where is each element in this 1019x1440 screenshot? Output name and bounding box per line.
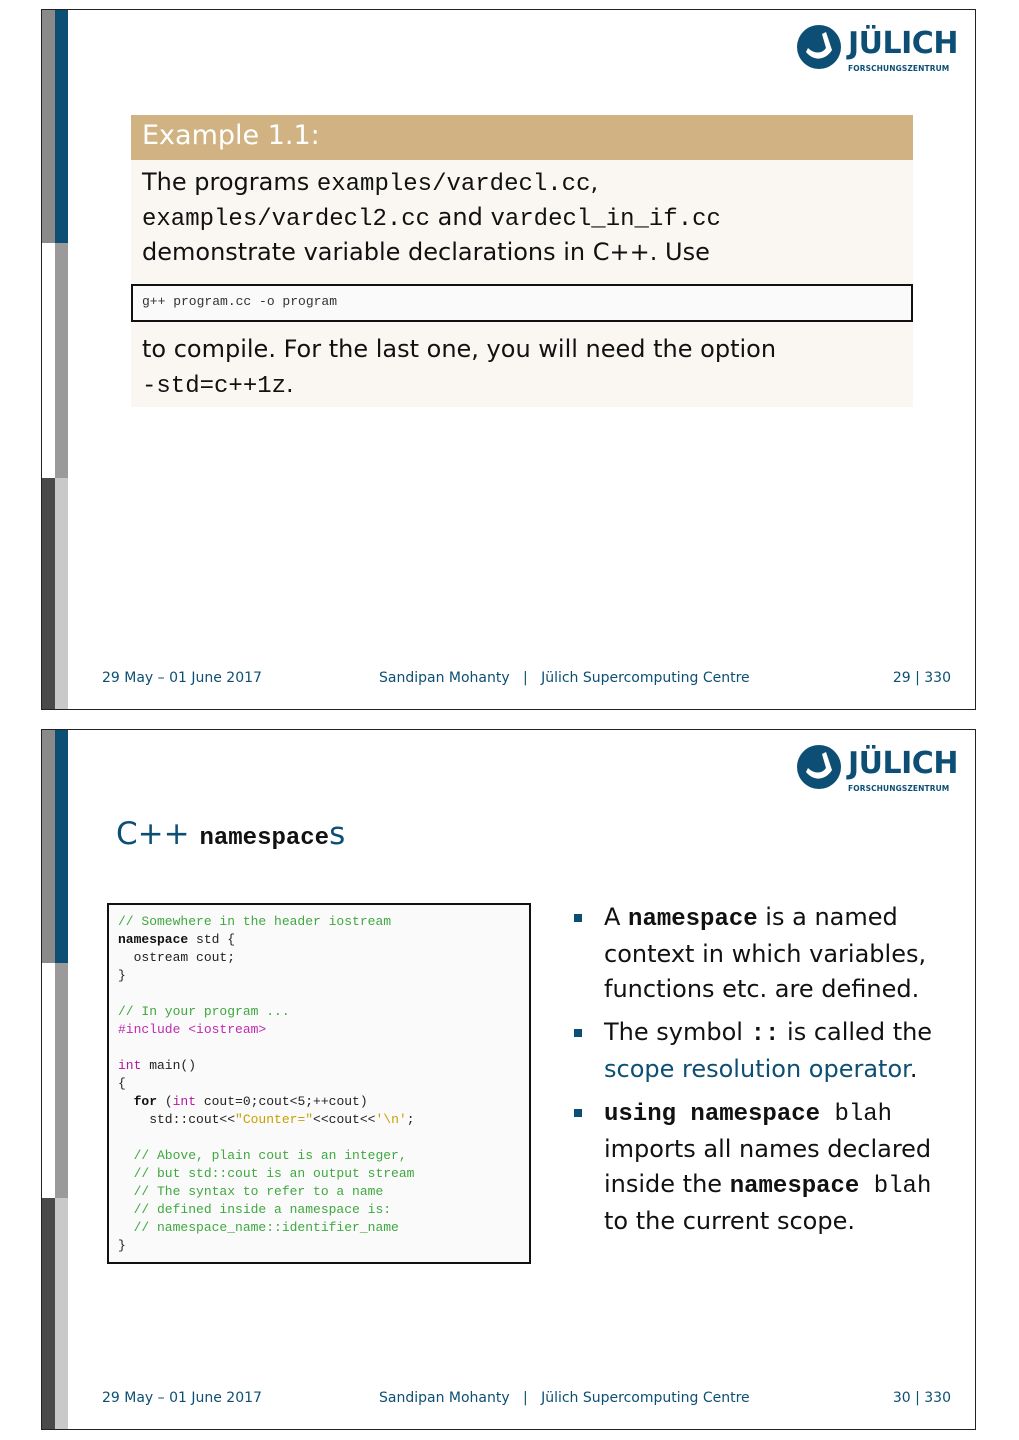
footer-page: 30 | 330 xyxy=(892,1390,951,1406)
footer-author: Sandipan Mohanty | Jülich Supercomputing Centre xyxy=(379,1390,750,1406)
slide-title: C++ namespaces xyxy=(116,816,346,852)
bullet-square-icon xyxy=(574,1029,582,1037)
logo-subtitle: FORSCHUNGSZENTRUM xyxy=(848,64,950,73)
code-listing: // Somewhere in the header iostream namespace std { ostream cout; } // In your program ... #include <iostream> int main() { for (int cout=0;cout<5;++cout) std::cout<<"Counter="<<cout<<'\n'; // Above, plain cout is an integer, // but std::cout is an output stream // The syntax to refer to a name // defined inside a namespace is: // namespace_name::identifier_name } xyxy=(107,903,531,1264)
bullet-scope-operator: The symbol :: is called the scope resolution operator. xyxy=(574,1015,954,1087)
bullet-list xyxy=(574,900,954,1247)
example-line-2: examples/vardecl2.cc and vardecl_in_if.cc xyxy=(142,203,721,233)
footer-page: 29 | 330 xyxy=(892,670,951,686)
juelich-logo xyxy=(796,742,956,797)
slide-29 xyxy=(41,9,976,710)
side-bar-top xyxy=(42,10,68,243)
example-line-3: demonstrate variable declarations in C++. Use xyxy=(142,238,710,266)
slide-30 xyxy=(41,729,976,1430)
juelich-logo xyxy=(796,22,956,77)
footer-author: Sandipan Mohanty | Jülich Supercomputing Centre xyxy=(379,670,750,686)
example-body xyxy=(131,160,913,407)
footer-date: 29 May – 01 June 2017 xyxy=(102,1390,262,1406)
side-bar-bottom xyxy=(42,1198,68,1430)
logo-subtitle: FORSCHUNGSZENTRUM xyxy=(848,784,950,793)
footer-date: 29 May – 01 June 2017 xyxy=(102,670,262,686)
bullet-square-icon xyxy=(574,1109,582,1117)
compile-command: g++ program.cc -o program xyxy=(131,284,913,322)
example-line-4: to compile. For the last one, you will need the option xyxy=(142,335,777,363)
bullet-namespace: A namespace is a named context in which variables, functions etc. are defined. xyxy=(574,900,954,1007)
example-line-5: -std=c++1z. xyxy=(142,370,294,400)
juelich-logo-icon xyxy=(796,22,844,72)
example-title: Example 1.1: xyxy=(131,115,913,160)
example-line-1: The programs examples/vardecl.cc, xyxy=(142,168,599,198)
logo-wordmark: JÜLICH xyxy=(848,746,958,781)
side-bar-middle xyxy=(42,963,68,1198)
juelich-logo-icon xyxy=(796,742,844,792)
logo-wordmark: JÜLICH xyxy=(848,26,958,61)
side-bar-top xyxy=(42,730,68,963)
side-bar-bottom xyxy=(42,478,68,710)
side-bar-middle xyxy=(42,243,68,478)
bullet-square-icon xyxy=(574,914,582,922)
bullet-using-namespace: using namespace blah imports all names declared inside the namespace blah to the current scope. xyxy=(574,1095,954,1239)
